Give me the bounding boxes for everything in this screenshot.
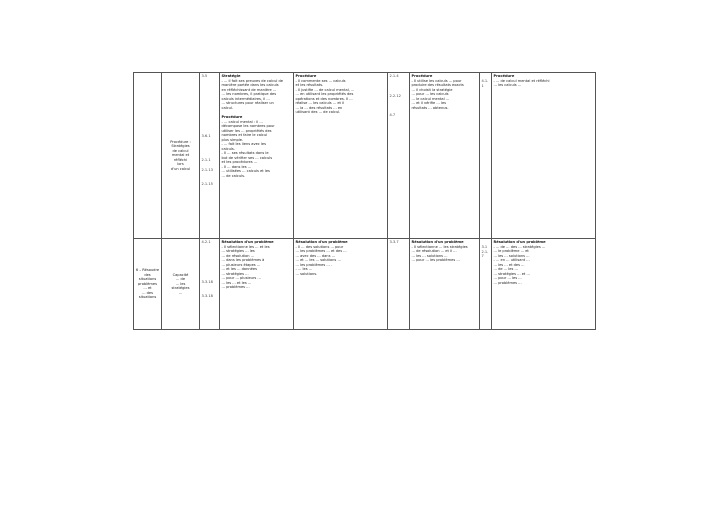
description-cell bbox=[492, 73, 596, 239]
section-heading: Procédure bbox=[221, 115, 243, 119]
cell-text: des situations bbox=[138, 272, 157, 282]
cell-text: ... problèmes ... bbox=[493, 280, 522, 285]
cell-text: Procédure : bbox=[170, 139, 191, 144]
cell-text: - Il ... ses résultats dans le bbox=[221, 151, 269, 155]
cell-text: 6 – Résoudre bbox=[135, 268, 160, 273]
cell-text: ... bbox=[178, 290, 183, 295]
cell-text: ... de résolution ... bbox=[221, 253, 255, 258]
description-cell bbox=[220, 73, 294, 239]
cell-text: utilisant des ... de calcul. bbox=[295, 110, 341, 114]
reference-code: 4.1.1 bbox=[481, 79, 489, 88]
reference-code: 4.7 bbox=[389, 113, 396, 117]
reference-code: 3.5 bbox=[201, 74, 208, 78]
cell-text: - ... fait les liens avec les bbox=[221, 142, 266, 146]
cell-text: ... utilisées ... calculs et les bbox=[221, 169, 270, 173]
code-cell bbox=[388, 239, 410, 330]
description-cell bbox=[410, 239, 480, 330]
reference-code: 3.6.1 bbox=[201, 133, 211, 138]
cell-text: décompose les nombres pour bbox=[221, 124, 275, 128]
description-cell bbox=[294, 73, 388, 239]
section-heading: Procédure bbox=[493, 74, 515, 78]
cell-text: ... les problèmes ... et des ... bbox=[295, 249, 347, 253]
cell-text: ... pour ... les calculs bbox=[411, 92, 449, 96]
reference-code: 2.1.7 bbox=[481, 249, 489, 258]
cell-text: ... en utilisant les propriétés des bbox=[295, 92, 354, 96]
code-cell bbox=[388, 73, 410, 239]
curriculum-table bbox=[133, 72, 596, 330]
cell-text: - Il justifie ... de calcul mental, ... bbox=[295, 87, 355, 92]
cell-text: et les résultats. bbox=[295, 83, 324, 87]
cell-text: opérations et des nombres. Il ... bbox=[295, 96, 353, 101]
cell-text: - Il utilise les calculs ... pour bbox=[411, 78, 462, 83]
description-cell bbox=[410, 73, 480, 239]
table-row bbox=[134, 73, 596, 239]
cell-text: plus simple. bbox=[221, 137, 244, 142]
reference-code: 3.3.7 bbox=[389, 240, 399, 244]
section-heading: Résolution d'un problème bbox=[493, 240, 546, 244]
cell-text: ... les problèmes ... . bbox=[295, 262, 333, 267]
cell-text: stratégies bbox=[171, 286, 190, 291]
cell-text: calcul. bbox=[221, 105, 234, 110]
cell-text: - Il ... dans les ... bbox=[221, 164, 252, 169]
cell-text: ... stratégies ... et ... bbox=[493, 271, 530, 276]
section-heading: Résolution d'un problème bbox=[221, 240, 274, 244]
section-heading: Procédure bbox=[295, 74, 317, 78]
cell-text: ... dans les problèmes à bbox=[221, 258, 265, 262]
cell-text: ... et les ... données bbox=[221, 267, 257, 271]
cell-text: produire des résultats exacts bbox=[411, 83, 464, 87]
code-cell bbox=[480, 73, 492, 239]
section-heading: Stratégie bbox=[221, 74, 241, 78]
cell-text: ... problèmes ... bbox=[221, 285, 250, 289]
cell-text: mental et bbox=[171, 153, 190, 158]
cell-text: ... structures pour réaliser un bbox=[221, 101, 274, 105]
cell-text: - ... en ... utilisant ... bbox=[493, 258, 530, 262]
cell-text: en réfléchissant de manière ... bbox=[221, 87, 277, 92]
cell-text: ... des bbox=[142, 290, 153, 295]
cell-text: ... et il vérifie ... les bbox=[411, 101, 447, 105]
cell-text: ... stratégies ... bbox=[221, 271, 249, 276]
code-cell bbox=[200, 73, 220, 239]
cell-text: problèmes bbox=[138, 281, 157, 286]
cell-text: manière portée dans les calculs bbox=[221, 83, 279, 87]
description-cell bbox=[294, 239, 388, 330]
cell-text: et les procédures ... bbox=[221, 160, 258, 164]
cell-text: ... de bbox=[175, 277, 186, 282]
reference-code: 2.1.15 bbox=[201, 182, 213, 186]
cell-text: - ... les ... bbox=[295, 267, 313, 271]
cell-text: ... de résolution ... et il ... bbox=[411, 249, 457, 253]
competence-cell bbox=[134, 73, 162, 239]
cell-text: ... il choisit la stratégie bbox=[411, 87, 453, 92]
code-cell bbox=[480, 239, 492, 330]
reference-code: 2.2.12 bbox=[389, 93, 401, 98]
reference-code: 3.3.18 bbox=[201, 279, 213, 284]
cell-text: résultats ... obtenus. bbox=[411, 105, 449, 110]
cell-text: - Il sélectionne les ... et les bbox=[221, 244, 270, 249]
cell-text: ... avec des ... dans ... bbox=[295, 253, 336, 258]
reference-code: 2.1.4 bbox=[389, 74, 399, 78]
cell-text: - ... calcul mental : il ... bbox=[221, 119, 263, 124]
cell-text: situations bbox=[138, 295, 157, 300]
section-heading: Résolution d'un problème bbox=[295, 240, 348, 244]
cell-text: ... et bbox=[143, 286, 152, 291]
cell-text: ... pour ... les problèmes ... bbox=[411, 258, 460, 262]
cell-text: d'un calcul bbox=[170, 166, 191, 171]
reference-code: 2.1.1 bbox=[201, 158, 211, 162]
cell-text: Stratégies bbox=[171, 144, 190, 149]
description-cell bbox=[492, 239, 596, 330]
cell-text: - ... il fait ses preuves de calcul de bbox=[221, 78, 283, 83]
cell-text: réfléchi bbox=[173, 157, 188, 162]
objective-cell bbox=[162, 73, 200, 239]
cell-text: ... la ... des résultats ... en bbox=[295, 105, 343, 110]
code-cell bbox=[200, 239, 220, 330]
cell-text: ... les ... solutions ... bbox=[411, 253, 448, 258]
cell-text: - ... de ... des ... stratégies ... bbox=[493, 244, 546, 249]
cell-text: ... solutions. bbox=[295, 271, 318, 276]
objective-cell bbox=[162, 239, 200, 330]
cell-text: ... les bbox=[175, 281, 186, 286]
reference-code: 4.2.1 bbox=[201, 240, 211, 244]
cell-text: Capacité bbox=[172, 272, 189, 277]
section-heading: Procédure bbox=[411, 74, 433, 78]
cell-text: ... les nombres, il pratique des bbox=[221, 92, 277, 96]
cell-text: ... pour ... les ... bbox=[493, 276, 522, 280]
competence-cell bbox=[134, 239, 162, 330]
cell-text: - Il commente ses ... calculs bbox=[295, 78, 346, 83]
cell-text: but de vérifier ses ... calculs bbox=[221, 155, 273, 160]
cell-text: ... pour ... plusieurs ... bbox=[221, 276, 261, 280]
cell-text: - Il sélectionne ... les stratégies bbox=[411, 244, 468, 249]
cell-text: de calcul bbox=[172, 148, 189, 153]
reference-code: 3.3.18 bbox=[201, 294, 213, 298]
section-heading: Résolution d'un problème bbox=[411, 240, 464, 244]
cell-text: ... les ... et des ... bbox=[493, 262, 525, 267]
cell-text: lors bbox=[177, 162, 184, 167]
cell-text: nombres et faire le calcul bbox=[221, 133, 268, 137]
cell-text: - Il ... des solutions ... pour bbox=[295, 244, 344, 249]
cell-text: ... le problème ... et bbox=[493, 249, 529, 253]
cell-text: réalise ... les calculs ... et il bbox=[295, 101, 345, 105]
cell-text: - ... de calcul mental et réfléchi bbox=[493, 78, 550, 83]
cell-text: ... de ... les ... bbox=[493, 267, 518, 271]
cell-text: ... le calcul mental ... bbox=[411, 96, 450, 101]
table-row bbox=[134, 239, 596, 330]
cell-text: ... les calculs ... bbox=[493, 83, 522, 87]
description-cell bbox=[220, 239, 294, 330]
cell-text: ... de calculs. bbox=[221, 173, 246, 178]
cell-text: ... et ... les ... solutions ... bbox=[295, 258, 341, 262]
cell-text: calculs. bbox=[221, 146, 235, 151]
cell-text: ... plusieurs étapes ... bbox=[221, 262, 261, 267]
cell-text: calculs intermédiaires, il ... bbox=[221, 96, 270, 101]
cell-text: ... les ... et les ... bbox=[221, 280, 252, 285]
reference-code: 3.1 bbox=[481, 245, 488, 249]
cell-text: utiliser les ... propriétés des bbox=[221, 128, 272, 133]
reference-code: 2.1.13 bbox=[201, 167, 213, 172]
cell-text: ... les ... solutions ... bbox=[493, 253, 530, 258]
cell-text: ... stratégies ... les bbox=[221, 249, 255, 253]
